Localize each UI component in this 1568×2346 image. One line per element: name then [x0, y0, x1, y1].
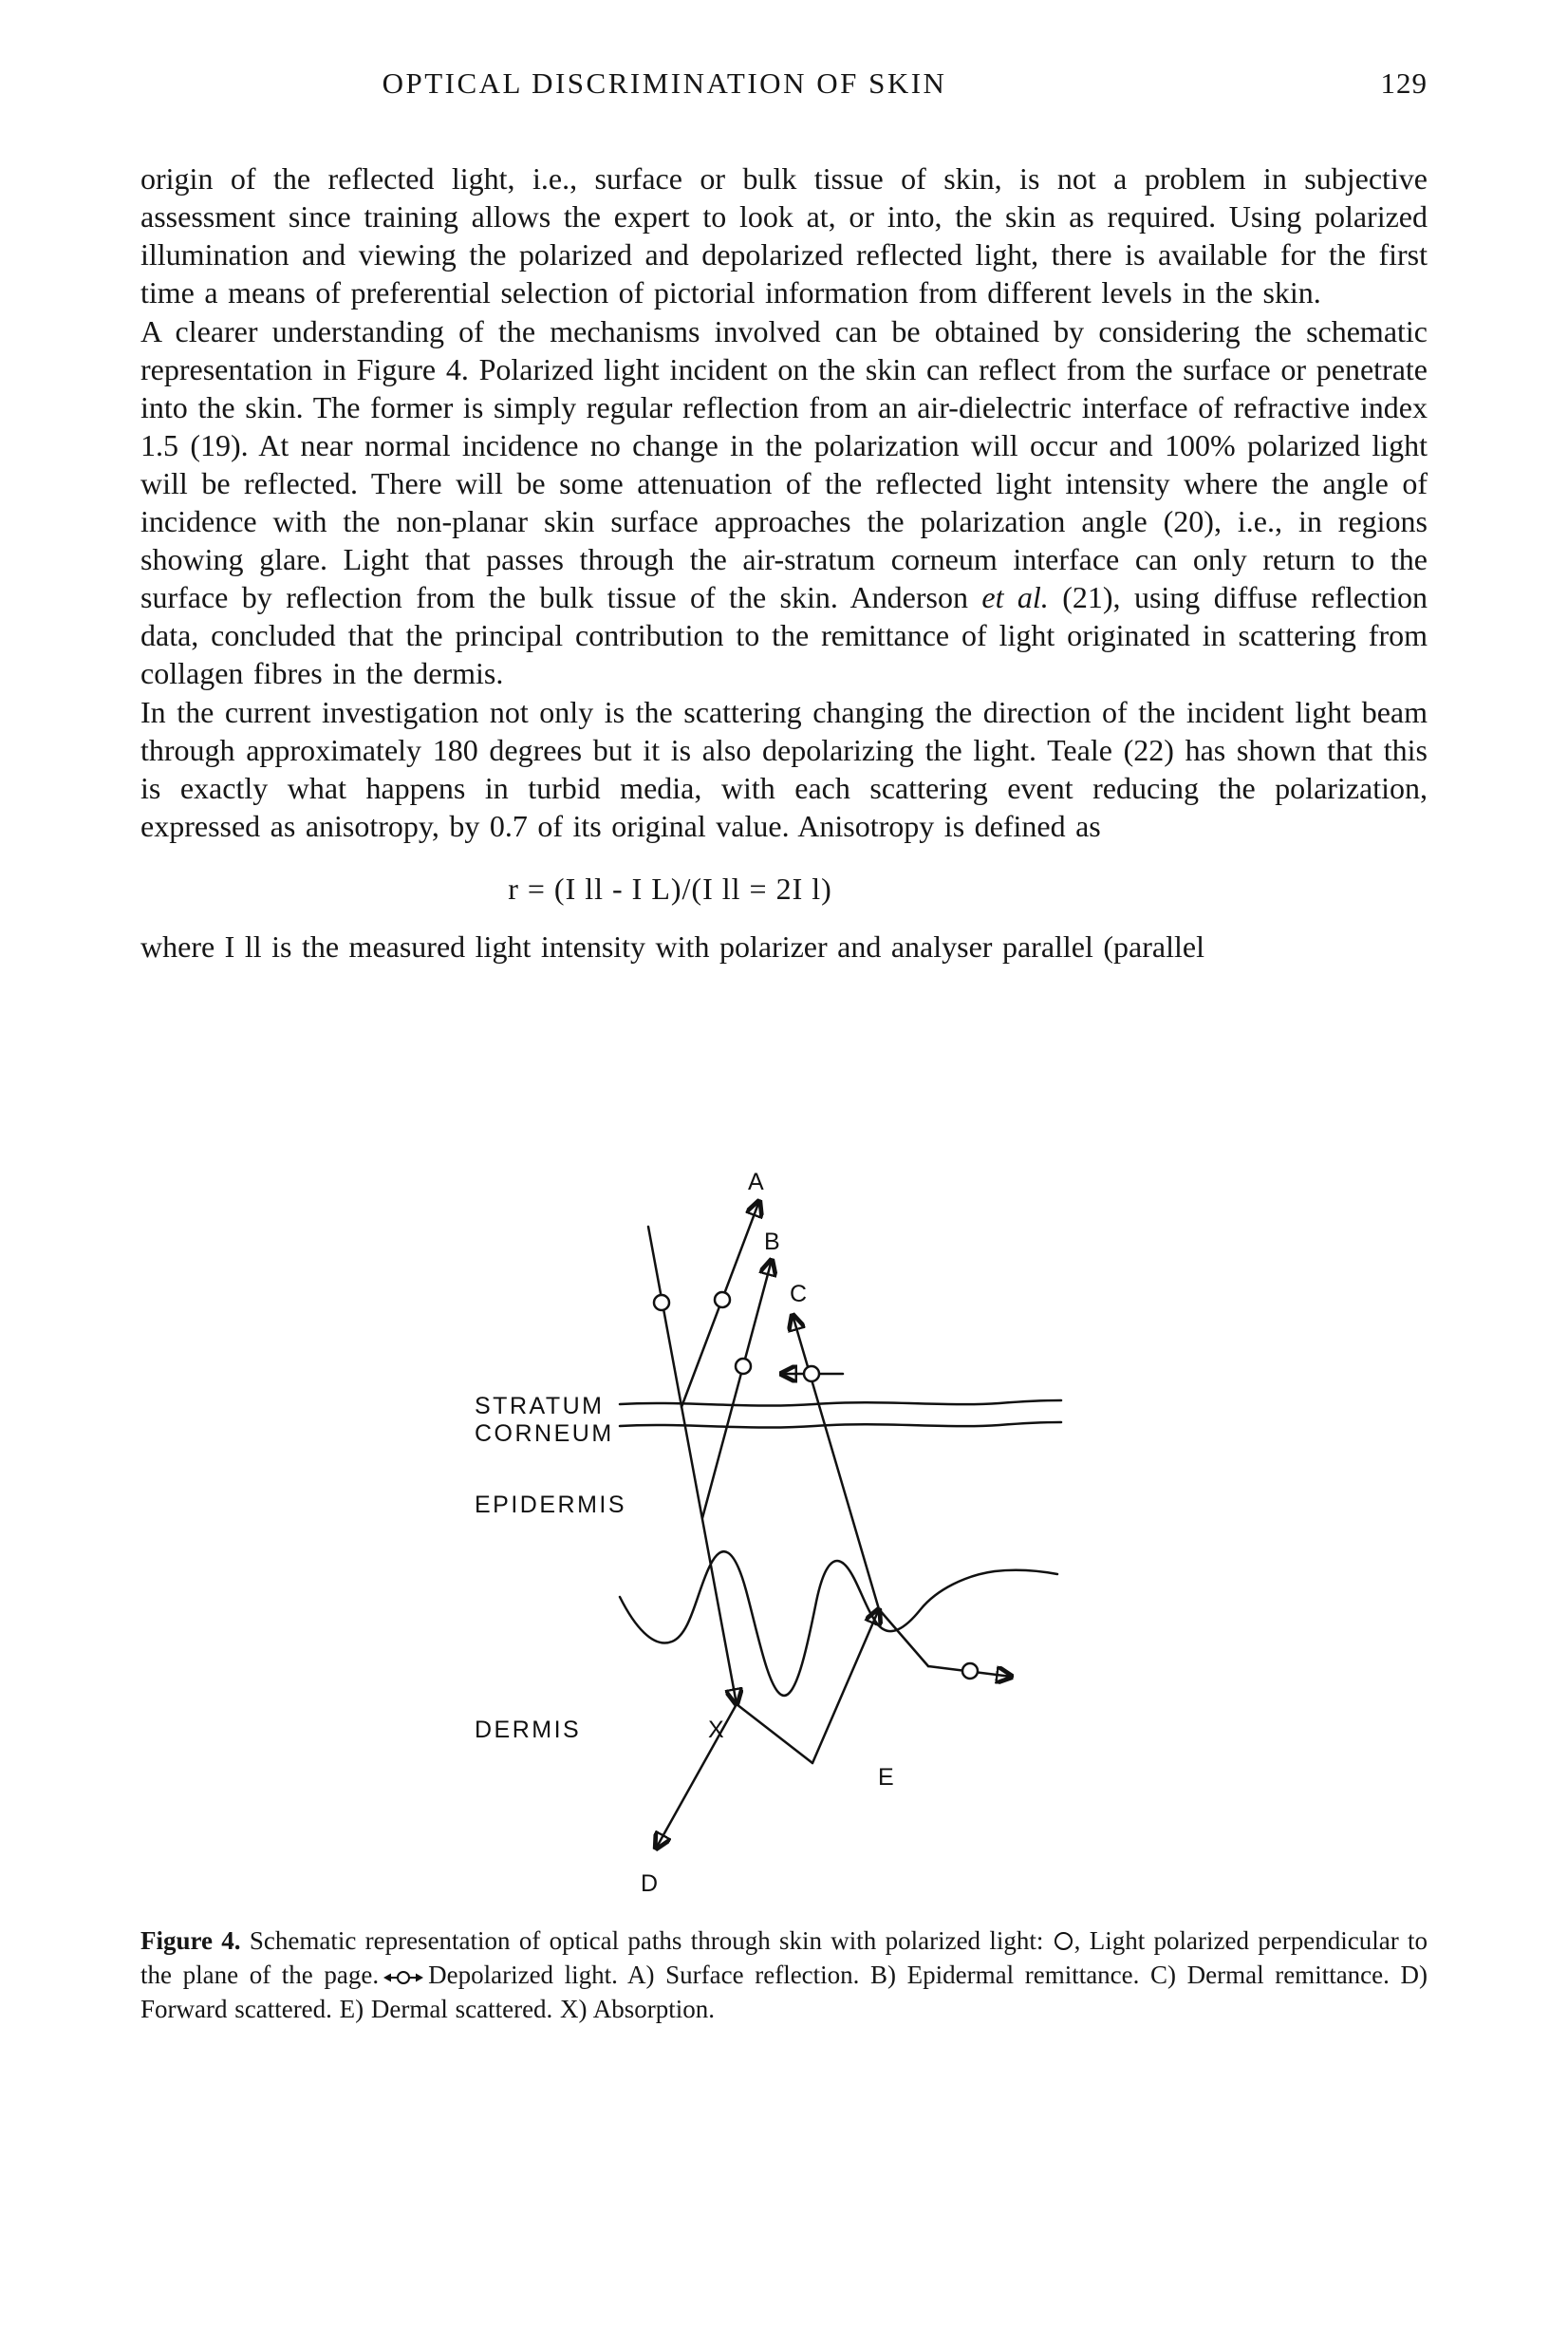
figure-caption-part3: Depolarized light. A) Surface reflection. B) Epidermal remittance. C) Dermal remittance. D) Forward scattered. E) Dermal scattered. X) Absorption.: [140, 1961, 1428, 2023]
label-corneum: CORNEUM: [475, 1420, 614, 1447]
polarized-circle-b: [736, 1359, 751, 1374]
paragraph-2-italic: et al.: [981, 580, 1049, 614]
body-paragraph-3: In the current investigation not only is the scattering changing the direction of the incident light beam through approximately 180 degrees but it is also depolarizing the light. Teale (22) has shown that this is exactly what happens in turbid media, with each scattering event reducing the polarization, expressed as anisotropy, by 0.7 of its original value. Anisotropy is defined as: [140, 695, 1428, 843]
depolarized-light-icon: [382, 1970, 425, 1985]
page-title: OPTICAL DISCRIMINATION OF SKIN: [382, 66, 947, 100]
figure-caption: [140, 1924, 1428, 2026]
label-stratum: STRATUM: [475, 1393, 605, 1419]
label-x: X: [708, 1717, 727, 1743]
polarized-circle-a: [715, 1292, 730, 1307]
label-epidermis: EPIDERMIS: [475, 1492, 627, 1518]
figure-caption-label: Figure 4.: [140, 1926, 241, 1955]
dermal-scatter-segment-3: [879, 1609, 928, 1666]
epidermal-remittance-beam-b: [702, 1260, 772, 1518]
body-paragraph-4: where I ll is the measured light intensity with polarizer and analyser parallel (parallel: [140, 929, 1204, 964]
dermal-remittance-beam-c: [793, 1315, 879, 1609]
body-paragraph-1: origin of the reflected light, i.e., surface or bulk tissue of skin, is not a problem in subjective assessment since training allows the expert to look at, or into, the skin as required. Using polarized illumination and viewing the polarized and depolarized reflected light, there is available for the first time a means of preferential selection of pictorial information from different levels in the skin.: [140, 161, 1428, 310]
figure-4: [454, 1155, 1080, 1910]
figure-diagram: [454, 1155, 1080, 1905]
stratum-corneum-top-line: [620, 1400, 1061, 1406]
anisotropy-equation: r = (I ll - I L)/(I ll = 2I l): [508, 872, 832, 906]
body-paragraph-2: [140, 312, 1428, 692]
depolarized-circle-c: [804, 1366, 819, 1381]
dermal-scatter-segment-2: [812, 1609, 879, 1763]
label-dermis: DERMIS: [475, 1717, 582, 1743]
label-e: E: [878, 1764, 897, 1791]
running-head: [140, 66, 1428, 106]
label-c: C: [790, 1281, 810, 1307]
label-a: A: [748, 1169, 767, 1195]
paragraph-2-text: A clearer understanding of the mechanisms involved can be obtained by considering the schematic representation in Figure 4. Polarized light incident on the skin can reflect from the surface or penetrate into the skin. The former is simply regular reflection from an air-dielectric interface of refractive index 1.5 (19). At near normal incidence no change in the polarization will occur and 100% polarized light will be reflected. There will be some attenuation of the reflected light intensity where the angle of incidence with the non-planar skin surface approaches the polarization angle (20), i.e., in regions showing glare. Light that passes through the air-stratum corneum interface can only return to the surface by reflection from the bulk tissue of the skin. Anderson: [140, 314, 1428, 614]
polarized-circle-incident: [654, 1295, 669, 1310]
figure-caption-part2: , Light polarized perpendicular to the plane of the page.: [140, 1926, 1428, 1989]
depolarized-circle-e: [962, 1663, 978, 1679]
label-d: D: [641, 1870, 661, 1897]
figure-caption-part1: Schematic representation of optical paths through skin with polarized light:: [240, 1926, 1053, 1955]
dermal-scatter-segment-1: [737, 1704, 812, 1763]
page-number: 129: [1380, 66, 1428, 100]
label-b: B: [764, 1229, 783, 1255]
paragraph-2-text-end: (21), using diffuse reflection data, concluded that the principal contribution to the remittance of light originated in scattering from collagen fibres in the dermis.: [140, 580, 1428, 690]
polarized-light-icon: [1055, 1932, 1073, 1950]
